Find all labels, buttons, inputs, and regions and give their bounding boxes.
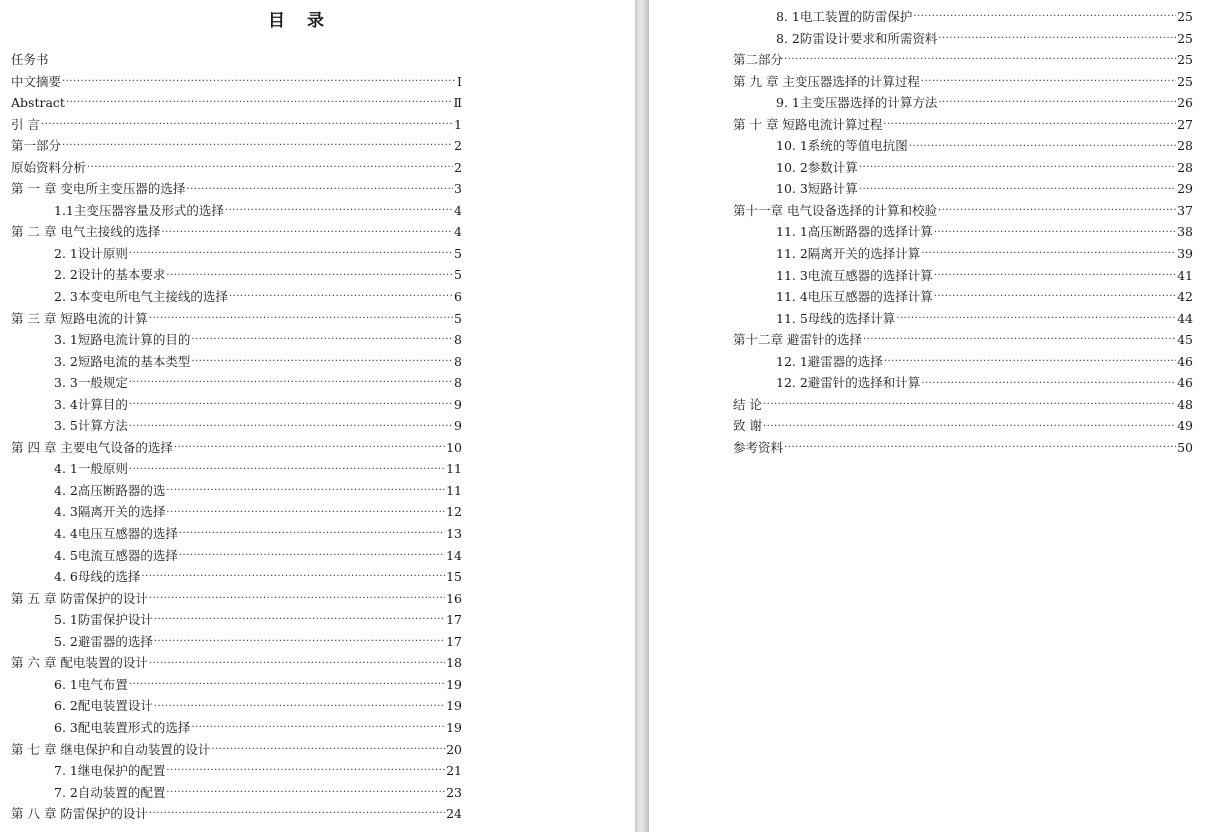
- toc-leader-dots: [934, 286, 1176, 307]
- toc-entry[interactable]: [733, 6, 1193, 28]
- toc-leader-dots: [149, 588, 445, 609]
- toc-entry-label: 第 三 章 短路电流的计算: [11, 310, 148, 326]
- toc-page-number: 25: [1177, 73, 1193, 89]
- toc-entry-label: 4. 3隔离开关的选择: [54, 504, 166, 520]
- toc-entry-label: 1.1主变压器容量及形式的选择: [54, 202, 224, 218]
- toc-page-number: 17: [446, 633, 462, 649]
- toc-entry[interactable]: [11, 523, 462, 545]
- toc-entry[interactable]: [11, 372, 462, 394]
- toc-entry-label: 6. 3配电装置形式的选择: [54, 719, 191, 735]
- toc-entry[interactable]: [733, 221, 1193, 243]
- toc-page-number: 14: [446, 547, 462, 563]
- toc-entry[interactable]: [733, 178, 1193, 200]
- toc-entry[interactable]: [11, 49, 462, 71]
- toc-entry-label: 10. 2参数计算: [776, 159, 858, 175]
- toc-entry-label: 6. 1电气布置: [54, 676, 128, 692]
- toc-leader-dots: [179, 545, 445, 566]
- toc-entry-label: 结 论: [733, 396, 762, 412]
- toc-leader-dots: [129, 416, 453, 437]
- toc-entry[interactable]: [11, 200, 462, 222]
- toc-entry[interactable]: [733, 329, 1193, 351]
- document-page-right: [649, 0, 1217, 832]
- toc-entry[interactable]: [11, 157, 462, 179]
- toc-entry[interactable]: [11, 588, 462, 610]
- toc-entry-label: 7. 1继电保护的配置: [54, 763, 166, 779]
- toc-leader-dots: [129, 243, 453, 264]
- toc-entry[interactable]: [11, 652, 462, 674]
- toc-leader-dots: [154, 696, 445, 717]
- toc-page-number: 20: [446, 741, 462, 757]
- toc-entry-label: 第 十 章 短路电流计算过程: [733, 116, 883, 132]
- toc-page-number: 9: [454, 396, 462, 412]
- toc-entry[interactable]: [11, 739, 462, 761]
- toc-page-number: 25: [1177, 9, 1193, 24]
- toc-entry[interactable]: [733, 394, 1193, 416]
- toc-entry-label: 4. 1一般原则: [54, 461, 128, 477]
- toc-entry[interactable]: [11, 674, 462, 696]
- toc-entry[interactable]: [11, 566, 462, 588]
- toc-entry-label: 10. 3短路计算: [776, 181, 858, 197]
- toc-entry-label: 原始资料分析: [11, 159, 87, 175]
- toc-entry-label: 第 九 章 主变压器选择的计算过程: [733, 73, 920, 89]
- toc-page-number: 26: [1177, 95, 1193, 111]
- toc-leader-dots: [859, 179, 1176, 200]
- toc-leader-dots: [896, 308, 1176, 329]
- toc-entry-label: 引 言: [11, 116, 40, 132]
- toc-entry[interactable]: [11, 243, 462, 265]
- toc-leader-dots: [784, 437, 1176, 458]
- toc-entry-label: 致 谢: [733, 418, 762, 434]
- toc-entry[interactable]: [733, 265, 1193, 287]
- toc-entry[interactable]: [733, 157, 1193, 179]
- toc-page-number: 5: [454, 310, 462, 326]
- toc-entry[interactable]: [11, 609, 462, 631]
- toc-page-number: 19: [446, 676, 462, 692]
- toc-leader-dots: [174, 437, 445, 458]
- toc-entry[interactable]: [11, 695, 462, 717]
- toc-leader-dots: [763, 416, 1176, 437]
- toc-entry-label: 第 四 章 主要电气设备的选择: [11, 439, 173, 455]
- toc-entry-label: 8. 1电工装置的防雷保护: [776, 9, 913, 24]
- toc-entry-label: 第 八 章 防雷保护的设计: [11, 806, 148, 822]
- toc-page-number: 4: [454, 202, 462, 218]
- toc-page-number: 19: [446, 698, 462, 714]
- toc-page-number: 46: [1177, 375, 1193, 391]
- toc-page-number: 39: [1177, 246, 1193, 262]
- toc-entry[interactable]: [11, 480, 462, 502]
- toc-entry-label: 11. 4电压互感器的选择计算: [776, 289, 933, 305]
- toc-page-number: 49: [1177, 418, 1193, 434]
- toc-page-number: 2: [454, 138, 462, 154]
- toc-entry-label: 4. 2高压断路器的选: [54, 482, 166, 498]
- toc-entry-label: 11. 5母线的选择计算: [776, 310, 896, 326]
- toc-page-number: 17: [446, 612, 462, 628]
- toc-leader-dots: [62, 71, 456, 92]
- toc-leader-dots: [161, 222, 453, 243]
- toc-entry-label: Abstract: [11, 95, 65, 111]
- toc-leader-dots: [938, 92, 1176, 113]
- toc-entry[interactable]: [733, 372, 1193, 394]
- toc-leader-dots: [166, 265, 453, 286]
- toc-entry-label: 3. 4计算目的: [54, 396, 128, 412]
- toc-page-number: 38: [1177, 224, 1193, 240]
- toc-page-number: 8: [454, 332, 462, 348]
- toc-page-number: 4: [454, 224, 462, 240]
- toc-leader-dots: [186, 179, 453, 200]
- toc-entry-label: 第 六 章 配电装置的设计: [11, 655, 148, 671]
- toc-entry[interactable]: [733, 49, 1193, 71]
- toc-leader-dots: [863, 329, 1176, 350]
- toc-leader-dots: [166, 782, 445, 803]
- toc-leader-dots: [166, 480, 445, 501]
- toc-entry-label: 11. 3电流互感器的选择计算: [776, 267, 933, 283]
- toc-page-number: Ⅱ: [453, 95, 462, 111]
- toc-entry-label: 5. 2避雷器的选择: [54, 633, 153, 649]
- toc-leader-dots: [913, 6, 1176, 27]
- toc-leader-dots: [859, 157, 1176, 178]
- toc-page-number: 18: [446, 655, 462, 671]
- toc-page-number: 44: [1177, 310, 1193, 326]
- toc-leader-dots: [191, 351, 453, 372]
- toc-page-number: 25: [1177, 30, 1193, 46]
- toc-page-number: 5: [454, 267, 462, 283]
- toc-leader-dots: [41, 114, 453, 135]
- toc-page-number: 48: [1177, 396, 1193, 412]
- toc-leader-dots: [149, 653, 445, 674]
- toc-page-number: 6: [454, 289, 462, 305]
- toc-entry[interactable]: [11, 803, 462, 825]
- toc-entry[interactable]: [733, 28, 1193, 50]
- toc-entry[interactable]: [733, 286, 1193, 308]
- toc-page-number: 10: [446, 439, 462, 455]
- toc-entry[interactable]: [11, 71, 462, 93]
- toc-entry[interactable]: [733, 200, 1193, 222]
- toc-page-number: 21: [446, 763, 462, 779]
- toc-page-number: 8: [454, 375, 462, 391]
- toc-leader-dots: [763, 394, 1176, 415]
- toc-page-number: 50: [1177, 439, 1193, 455]
- toc-leader-dots: [784, 49, 1176, 70]
- toc-entry-label: 第 一 章 变电所主变压器的选择: [11, 181, 186, 197]
- toc-leader-dots: [191, 329, 453, 350]
- toc-entry-label: 3. 5计算方法: [54, 418, 128, 434]
- toc-leader-dots: [934, 265, 1176, 286]
- toc-page-number: 28: [1177, 159, 1193, 175]
- toc-entry[interactable]: [11, 437, 462, 459]
- toc-leader-dots: [129, 459, 445, 480]
- toc-entry[interactable]: [11, 178, 462, 200]
- toc-leader-dots: [129, 394, 453, 415]
- toc-entry[interactable]: [11, 782, 462, 804]
- toc-leader-dots: [87, 157, 453, 178]
- toc-entry-label: 4. 6母线的选择: [54, 569, 141, 585]
- toc-list-left: [11, 49, 462, 825]
- toc-page-number: 3: [454, 181, 462, 197]
- toc-entry-label: 5. 1防雷保护设计: [54, 612, 153, 628]
- toc-page-number: 13: [446, 526, 462, 542]
- toc-leader-dots: [191, 717, 445, 738]
- toc-page-number: 1: [454, 116, 462, 132]
- toc-entry-label: 任务书: [11, 52, 49, 67]
- toc-page-number: 9: [454, 418, 462, 434]
- toc-entry[interactable]: [11, 264, 462, 286]
- toc-page-number: 25: [1177, 52, 1193, 68]
- toc-entry-label: 2. 2设计的基本要求: [54, 267, 166, 283]
- toc-page-number: 24: [446, 806, 462, 822]
- toc-entry[interactable]: [11, 308, 462, 330]
- toc-entry-label: 3. 3一般规定: [54, 375, 128, 391]
- toc-entry-label: 3. 2短路电流的基本类型: [54, 353, 191, 369]
- toc-entry[interactable]: [11, 92, 462, 114]
- toc-leader-dots: [884, 351, 1176, 372]
- toc-entry[interactable]: [11, 717, 462, 739]
- toc-entry[interactable]: [11, 329, 462, 351]
- toc-page-number: 12: [446, 504, 462, 520]
- toc-entry-label: 12. 1避雷器的选择: [776, 353, 883, 369]
- toc-page-number: 29: [1177, 181, 1193, 197]
- toc-leader-dots: [154, 631, 445, 652]
- toc-entry[interactable]: [11, 415, 462, 437]
- toc-leader-dots: [129, 372, 453, 393]
- toc-leader-dots: [62, 135, 453, 156]
- toc-page-number: 15: [446, 569, 462, 585]
- toc-entry-label: 3. 1短路电流计算的目的: [54, 332, 191, 348]
- toc-leader-dots: [225, 200, 453, 221]
- toc-entry-label: 第十一章 电气设备选择的计算和校验: [733, 202, 937, 218]
- toc-entry[interactable]: [11, 545, 462, 567]
- toc-leader-dots: [211, 739, 445, 760]
- toc-entry-label: 中文摘要: [11, 73, 62, 89]
- toc-leader-dots: [909, 136, 1176, 157]
- toc-entry[interactable]: [11, 114, 462, 136]
- toc-entry-label: 第 七 章 继电保护和自动装置的设计: [11, 741, 211, 757]
- toc-leader-dots: [50, 49, 461, 70]
- toc-entry-label: 10. 1系统的等值电抗图: [776, 138, 908, 154]
- toc-page-number: 11: [446, 461, 462, 477]
- toc-entry-label: 11. 1高压断路器的选择计算: [776, 224, 933, 240]
- toc-entry[interactable]: [733, 437, 1193, 459]
- toc-leader-dots: [934, 222, 1176, 243]
- toc-entry[interactable]: [11, 394, 462, 416]
- toc-entry[interactable]: [11, 458, 462, 480]
- toc-leader-dots: [938, 200, 1176, 221]
- toc-leader-dots: [149, 803, 445, 824]
- toc-entry-label: 4. 5电流互感器的选择: [54, 547, 178, 563]
- toc-entry-label: 第 五 章 防雷保护的设计: [11, 590, 148, 606]
- toc-entry[interactable]: [11, 221, 462, 243]
- toc-entry-label: 2. 3本变电所电气主接线的选择: [54, 289, 228, 305]
- toc-entry[interactable]: [733, 135, 1193, 157]
- toc-entry-label: 2. 1设计原则: [54, 245, 128, 261]
- toc-entry[interactable]: [11, 286, 462, 308]
- toc-page-number: 16: [446, 590, 462, 606]
- toc-page-number: 27: [1177, 116, 1193, 132]
- toc-entry-label: 第一部分: [11, 138, 62, 154]
- toc-entry[interactable]: [733, 351, 1193, 373]
- toc-leader-dots: [154, 609, 445, 630]
- toc-leader-dots: [141, 566, 445, 587]
- toc-page-number: 46: [1177, 353, 1193, 369]
- toc-entry[interactable]: [11, 351, 462, 373]
- toc-entry[interactable]: [11, 135, 462, 157]
- toc-leader-dots: [166, 502, 445, 523]
- toc-leader-dots: [149, 308, 453, 329]
- toc-page-number: Ⅰ: [457, 73, 462, 89]
- toc-entry-label: 第十二章 避雷针的选择: [733, 332, 862, 348]
- toc-leader-dots: [166, 760, 445, 781]
- toc-page-number: 11: [446, 482, 462, 498]
- toc-leader-dots: [921, 71, 1176, 92]
- toc-entry[interactable]: [733, 71, 1193, 93]
- toc-entry-label: 11. 2隔离开关的选择计算: [776, 246, 921, 262]
- toc-leader-dots: [66, 92, 453, 113]
- toc-entry-label: 参考资料: [733, 439, 784, 455]
- toc-leader-dots: [921, 373, 1176, 394]
- toc-page-number: 23: [446, 784, 462, 800]
- toc-leader-dots: [938, 28, 1176, 49]
- toc-entry[interactable]: [11, 760, 462, 782]
- page-gutter: [635, 0, 649, 832]
- toc-page-number: 45: [1177, 332, 1193, 348]
- toc-entry-label: 第 二 章 电气主接线的选择: [11, 224, 161, 240]
- toc-page-number: 37: [1177, 202, 1193, 218]
- toc-entry-label: 第二部分: [733, 52, 784, 68]
- toc-page-number: 28: [1177, 138, 1193, 154]
- toc-page-number: 2: [454, 159, 462, 175]
- toc-entry[interactable]: [11, 501, 462, 523]
- toc-leader-dots: [229, 286, 453, 307]
- toc-entry[interactable]: [733, 92, 1193, 114]
- toc-page-number: 42: [1177, 289, 1193, 305]
- toc-page-number: 19: [446, 719, 462, 735]
- toc-entry-label: 6. 2配电装置设计: [54, 698, 153, 714]
- toc-entry[interactable]: [733, 415, 1193, 437]
- toc-entry[interactable]: [733, 243, 1193, 265]
- toc-entry-label: 12. 2避雷针的选择和计算: [776, 375, 921, 391]
- toc-entry-label: 8. 2防雷设计要求和所需资料: [776, 30, 938, 46]
- toc-entry[interactable]: [11, 631, 462, 653]
- toc-entry-label: 9. 1主变压器选择的计算方法: [776, 95, 938, 111]
- toc-title: 目 录: [268, 11, 332, 31]
- toc-list-right: [733, 6, 1193, 458]
- toc-leader-dots: [921, 243, 1176, 264]
- toc-entry[interactable]: [733, 114, 1193, 136]
- toc-leader-dots: [883, 114, 1176, 135]
- toc-page-number: 8: [454, 353, 462, 369]
- toc-entry-label: 7. 2自动装置的配置: [54, 784, 166, 800]
- toc-page-number: 41: [1177, 267, 1193, 283]
- toc-entry[interactable]: [733, 308, 1193, 330]
- toc-entry-label: 4. 4电压互感器的选择: [54, 526, 178, 542]
- toc-leader-dots: [179, 523, 445, 544]
- toc-leader-dots: [129, 674, 445, 695]
- toc-page-number: 5: [454, 245, 462, 261]
